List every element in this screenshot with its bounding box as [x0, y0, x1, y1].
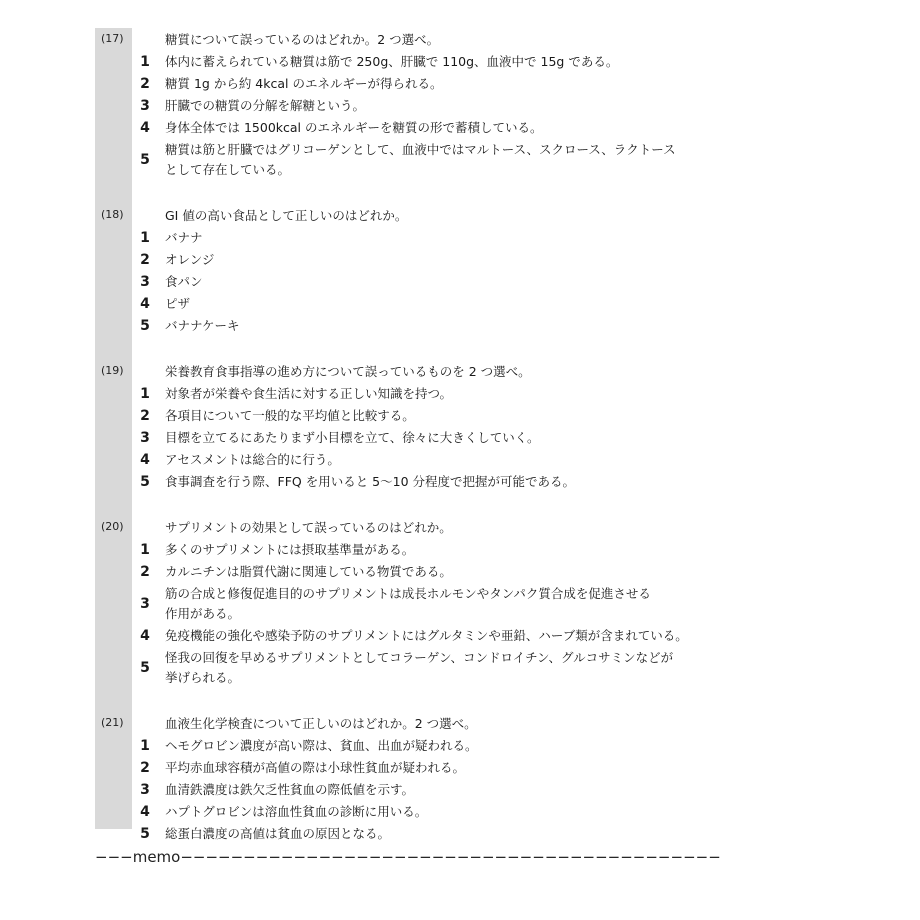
question-text: GI 値の高い食品として正しいのはどれか。	[165, 208, 408, 223]
option-number: 1	[140, 386, 150, 402]
option-text: 平均赤血球容積が高値の際は小球性貧血が疑われる。	[165, 760, 466, 775]
option-number: 2	[140, 564, 150, 580]
option-number: 4	[140, 452, 150, 468]
answer-option	[95, 561, 855, 583]
answer-option	[95, 471, 855, 493]
question-text: サプリメントの効果として誤っているのはどれか。	[165, 520, 452, 535]
question-text: 糖質について誤っているのはどれか。2 つ選べ。	[165, 32, 440, 47]
option-number: 1	[140, 542, 150, 558]
question-number: (17)	[101, 32, 124, 45]
answer-option	[95, 539, 855, 561]
option-text: カルニチンは脂質代謝に関連している物質である。	[165, 564, 452, 579]
option-text: アセスメントは総合的に行う。	[165, 452, 340, 467]
question-18	[95, 204, 855, 337]
option-number: 2	[140, 252, 150, 268]
option-text: 糖質 1g から約 4kcal のエネルギーが得られる。	[165, 76, 443, 91]
option-text: 各項目について一般的な平均値と比較する。	[165, 408, 415, 423]
option-number: 4	[140, 804, 150, 820]
option-number: 5	[140, 660, 150, 676]
question-header	[95, 712, 855, 735]
question-number: (21)	[101, 716, 124, 729]
answer-option	[95, 757, 855, 779]
answer-option	[95, 73, 855, 95]
option-number: 2	[140, 408, 150, 424]
option-number: 3	[140, 98, 150, 114]
option-number: 1	[140, 230, 150, 246]
option-number: 4	[140, 296, 150, 312]
option-text: 血清鉄濃度は鉄欠乏性貧血の際低値を示す。	[165, 782, 415, 797]
question-header	[95, 28, 855, 51]
answer-option	[95, 449, 855, 471]
answer-option	[95, 249, 855, 271]
option-text: 肝臓での糖質の分解を解糖という。	[165, 98, 366, 113]
answer-option	[95, 293, 855, 315]
question-text: 血液生化学検査について正しいのはどれか。2 つ選べ。	[165, 716, 477, 731]
question-header	[95, 204, 855, 227]
option-text: ピザ	[165, 296, 191, 311]
question-19	[95, 360, 855, 493]
option-text: バナナ	[165, 230, 203, 245]
question-17	[95, 28, 855, 181]
option-text: 食事調査を行う際、FFQ を用いると 5～10 分程度で把握が可能である。	[165, 474, 575, 489]
answer-option	[95, 625, 855, 647]
option-text: 対象者が栄養や食生活に対する正しい知識を持つ。	[165, 386, 453, 401]
option-number: 3	[140, 782, 150, 798]
option-text: 筋の合成と修復促進目的のサプリメントは成長ホルモンやタンパク質合成を促進させる 作用がある。	[165, 586, 651, 621]
option-number: 2	[140, 76, 150, 92]
option-text: 目標を立てるにあたりまず小目標を立て、徐々に大きくしていく。	[165, 430, 540, 445]
question-header	[95, 516, 855, 539]
spacer	[95, 337, 855, 360]
option-text: 怪我の回復を早めるサプリメントとしてコラーゲン、コンドロイチン、グルコサミンなどが 挙げられる。	[165, 650, 674, 685]
option-number: 2	[140, 760, 150, 776]
spacer	[95, 689, 855, 712]
answer-option	[95, 51, 855, 73]
option-text: ヘモグロビン濃度が高い際は、貧血、出血が疑われる。	[165, 738, 478, 753]
answer-option	[95, 735, 855, 757]
answer-option	[95, 139, 855, 181]
option-number: 5	[140, 474, 150, 490]
option-number: 3	[140, 430, 150, 446]
option-number: 4	[140, 628, 150, 644]
question-number: (18)	[101, 208, 124, 221]
answer-option	[95, 405, 855, 427]
answer-option	[95, 647, 855, 689]
option-text: 食パン	[165, 274, 203, 289]
answer-option	[95, 427, 855, 449]
option-number: 5	[140, 826, 150, 842]
question-header	[95, 360, 855, 383]
answer-option	[95, 117, 855, 139]
option-number: 1	[140, 54, 150, 70]
answer-option	[95, 779, 855, 801]
answer-option	[95, 227, 855, 249]
option-text: 身体全体では 1500kcal のエネルギーを糖質の形で蓄積している。	[165, 120, 543, 135]
option-text: バナナケーキ	[165, 318, 240, 333]
option-text: 糖質は筋と肝臓ではグリコーゲンとして、血液中ではマルトース、スクロース、ラクトース として存在している。	[165, 142, 676, 177]
question-text: 栄養教育食事指導の進め方について誤っているものを 2 つ選べ。	[165, 364, 531, 379]
option-text: 体内に蓄えられている糖質は筋で 250g、肝臓で 110g、血液中で 15g である。	[165, 54, 619, 69]
option-number: 5	[140, 318, 150, 334]
spacer	[95, 181, 855, 204]
option-number: 1	[140, 738, 150, 754]
question-number: (20)	[101, 520, 124, 533]
question-list	[95, 28, 855, 845]
answer-option	[95, 583, 855, 625]
option-number: 3	[140, 596, 150, 612]
answer-option	[95, 383, 855, 405]
answer-option	[95, 823, 855, 845]
option-text: ハプトグロビンは溶血性貧血の診断に用いる。	[165, 804, 428, 819]
question-number: (19)	[101, 364, 124, 377]
spacer	[95, 493, 855, 516]
option-text: オレンジ	[165, 252, 215, 267]
memo-line: −−−memo−−−−−−−−−−−−−−−−−−−−−−−−−−−−−−−−−−−−−−−−−−−	[95, 848, 721, 866]
answer-option	[95, 271, 855, 293]
option-number: 4	[140, 120, 150, 136]
option-text: 免疫機能の強化や感染予防のサプリメントにはグルタミンや亜鉛、ハーブ類が含まれている。	[165, 628, 688, 643]
answer-option	[95, 801, 855, 823]
option-number: 5	[140, 152, 150, 168]
answer-option	[95, 95, 855, 117]
answer-option	[95, 315, 855, 337]
question-21	[95, 712, 855, 845]
question-20	[95, 516, 855, 689]
option-text: 多くのサプリメントには摂取基準量がある。	[165, 542, 415, 557]
option-number: 3	[140, 274, 150, 290]
option-text: 総蛋白濃度の高値は貧血の原因となる。	[165, 826, 391, 841]
